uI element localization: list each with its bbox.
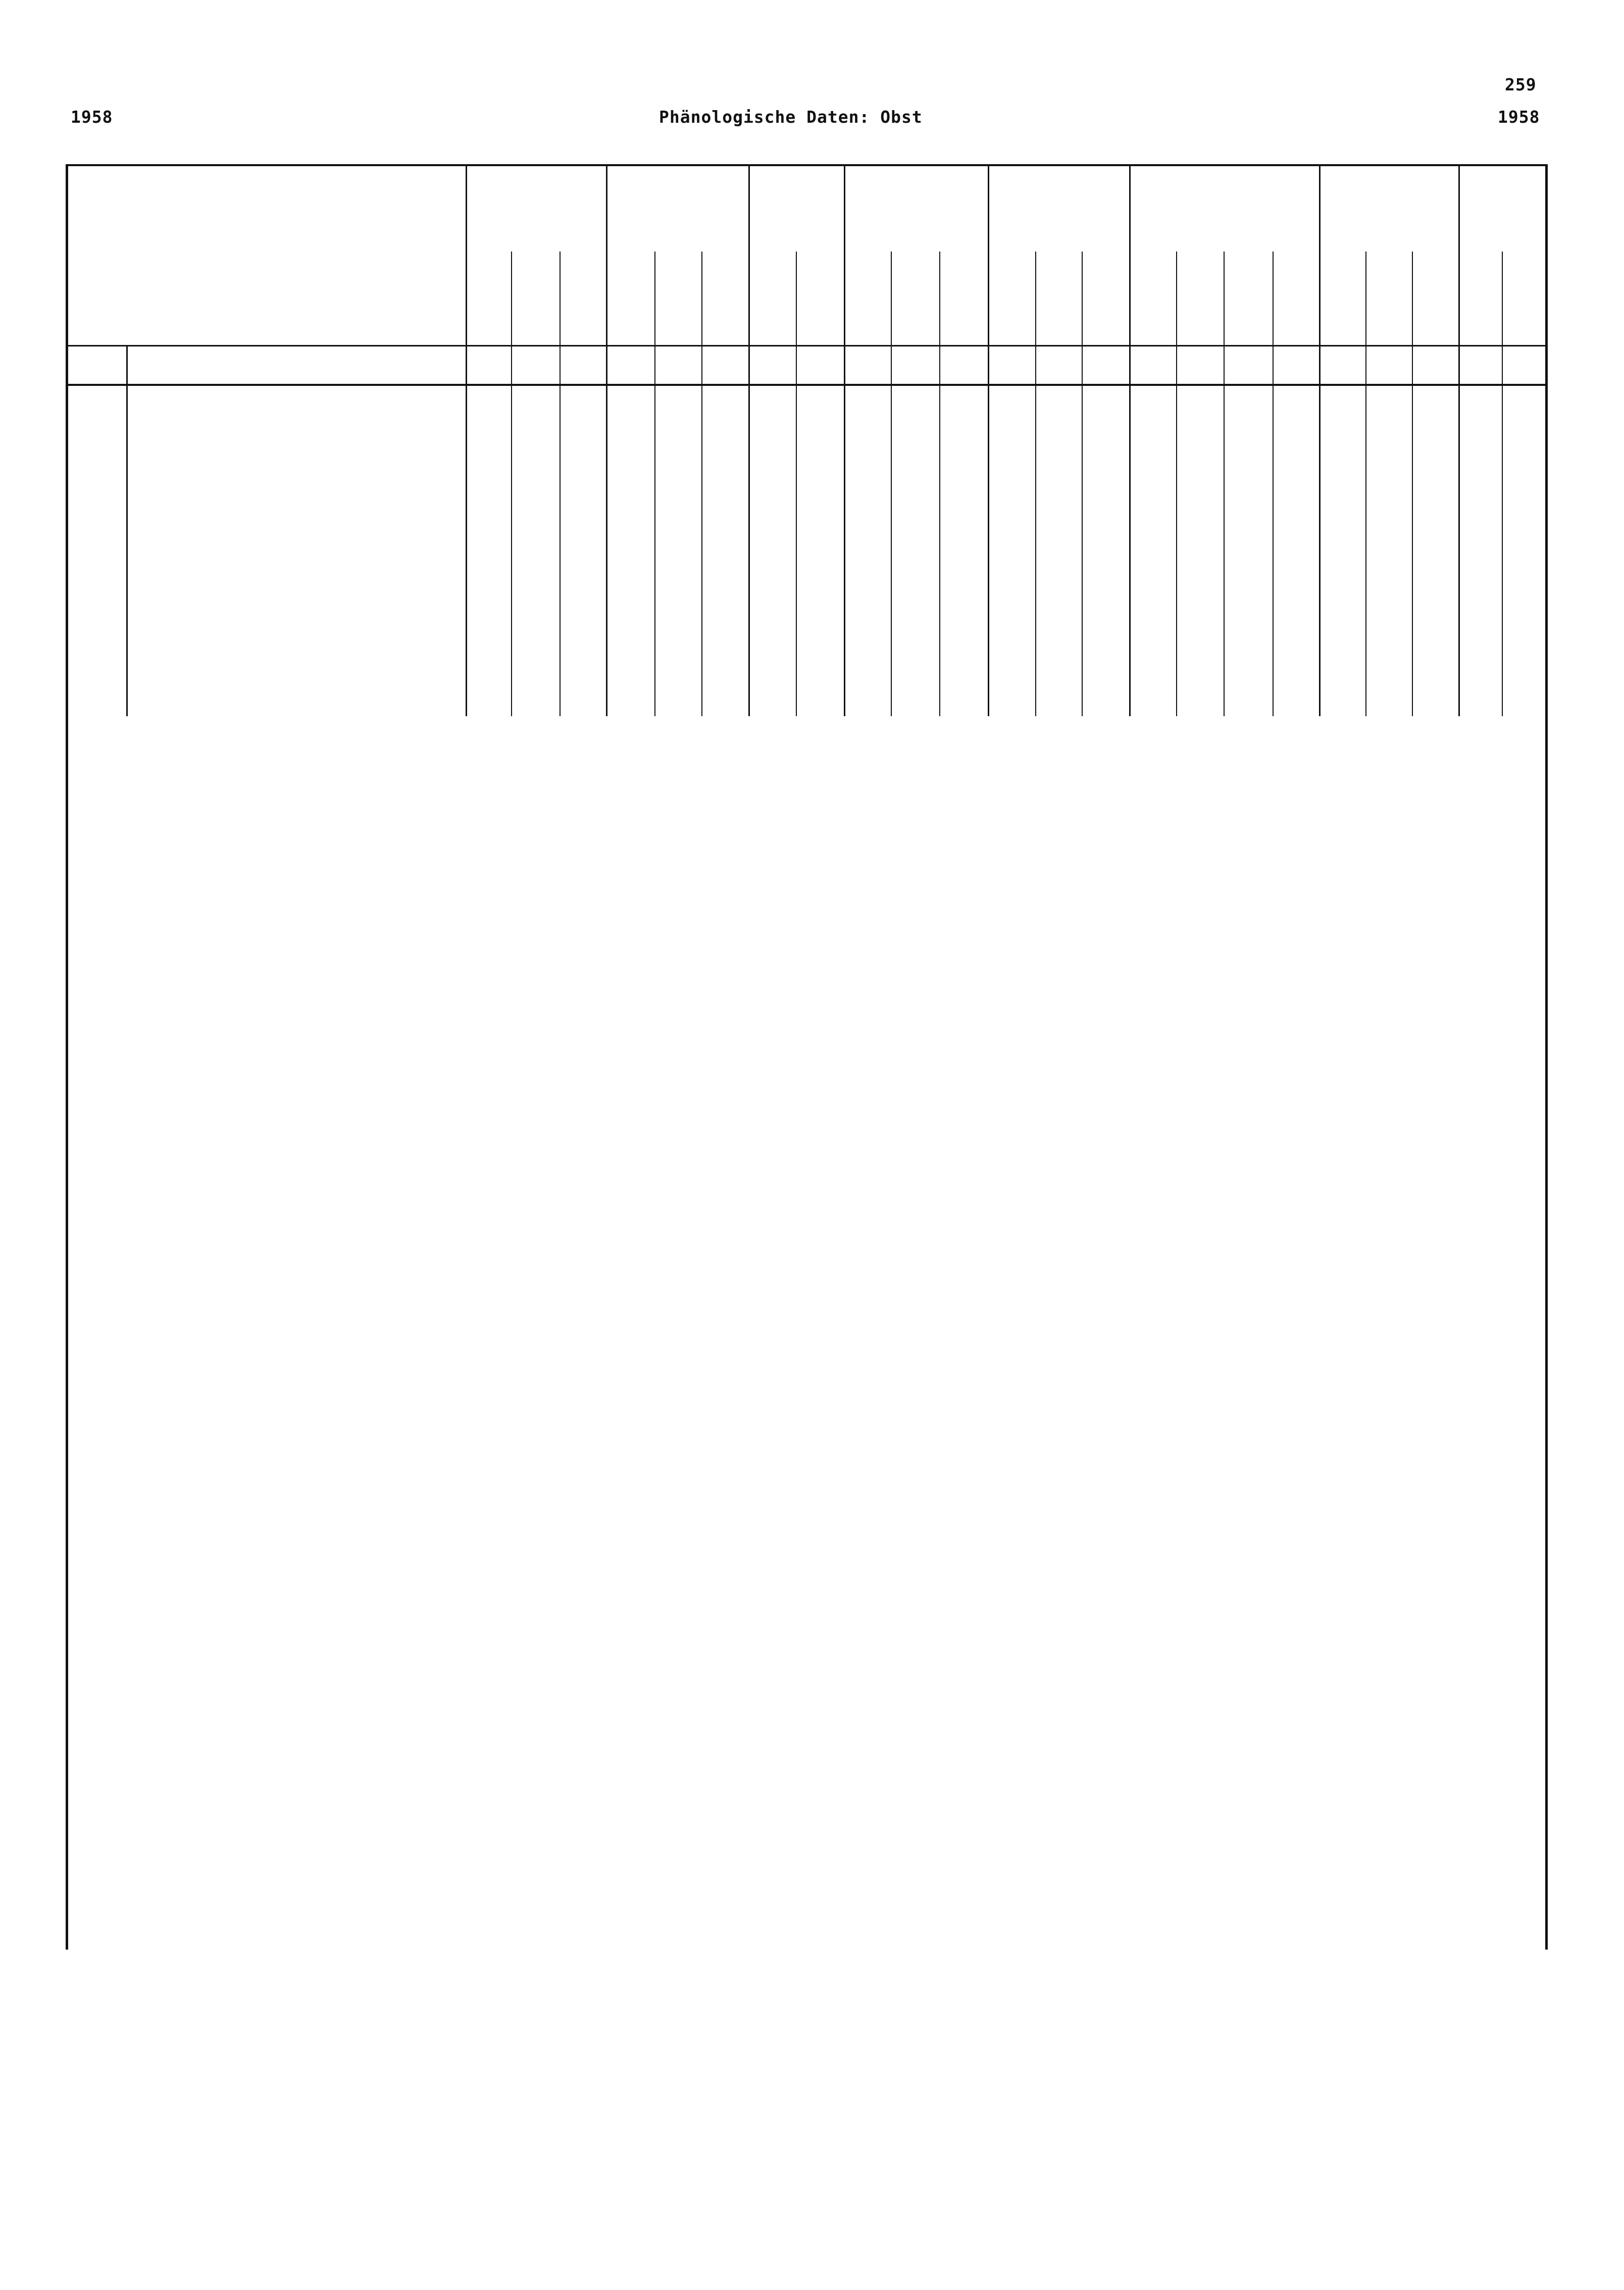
year-left: 1958 xyxy=(71,107,113,127)
column-separator xyxy=(654,252,655,716)
column-separator xyxy=(1412,252,1413,716)
column-separator xyxy=(701,252,702,716)
page-title: Phänologische Daten: Obst xyxy=(659,107,923,127)
phase-row-top-rule xyxy=(66,345,1545,346)
group-separator xyxy=(844,164,845,716)
column-separator xyxy=(891,252,892,716)
group-separator xyxy=(606,164,607,716)
column-separator xyxy=(1082,252,1083,716)
column-separator xyxy=(1224,252,1225,716)
year-right: 1958 xyxy=(1498,107,1540,127)
column-separator xyxy=(1035,252,1036,716)
page-number: 259 xyxy=(1505,75,1537,94)
column-separator xyxy=(1365,252,1366,716)
table-right-rule xyxy=(1545,164,1548,1950)
column-separator xyxy=(560,252,561,716)
column-separator xyxy=(796,252,797,716)
nr-column-rule xyxy=(126,345,128,716)
column-separator xyxy=(939,252,940,716)
name-column-rule xyxy=(466,164,467,716)
table-left-rule xyxy=(66,164,68,1950)
group-separator xyxy=(1129,164,1131,716)
group-separator xyxy=(748,164,750,716)
column-separator xyxy=(1273,252,1274,716)
group-separator xyxy=(1319,164,1321,716)
group-separator xyxy=(988,164,989,716)
column-separator xyxy=(511,252,512,716)
phase-row-bottom-rule xyxy=(66,384,1545,385)
column-separator xyxy=(1502,252,1503,716)
table-top-rule xyxy=(66,164,1545,166)
group-separator xyxy=(1458,164,1460,716)
column-separator xyxy=(1176,252,1177,716)
